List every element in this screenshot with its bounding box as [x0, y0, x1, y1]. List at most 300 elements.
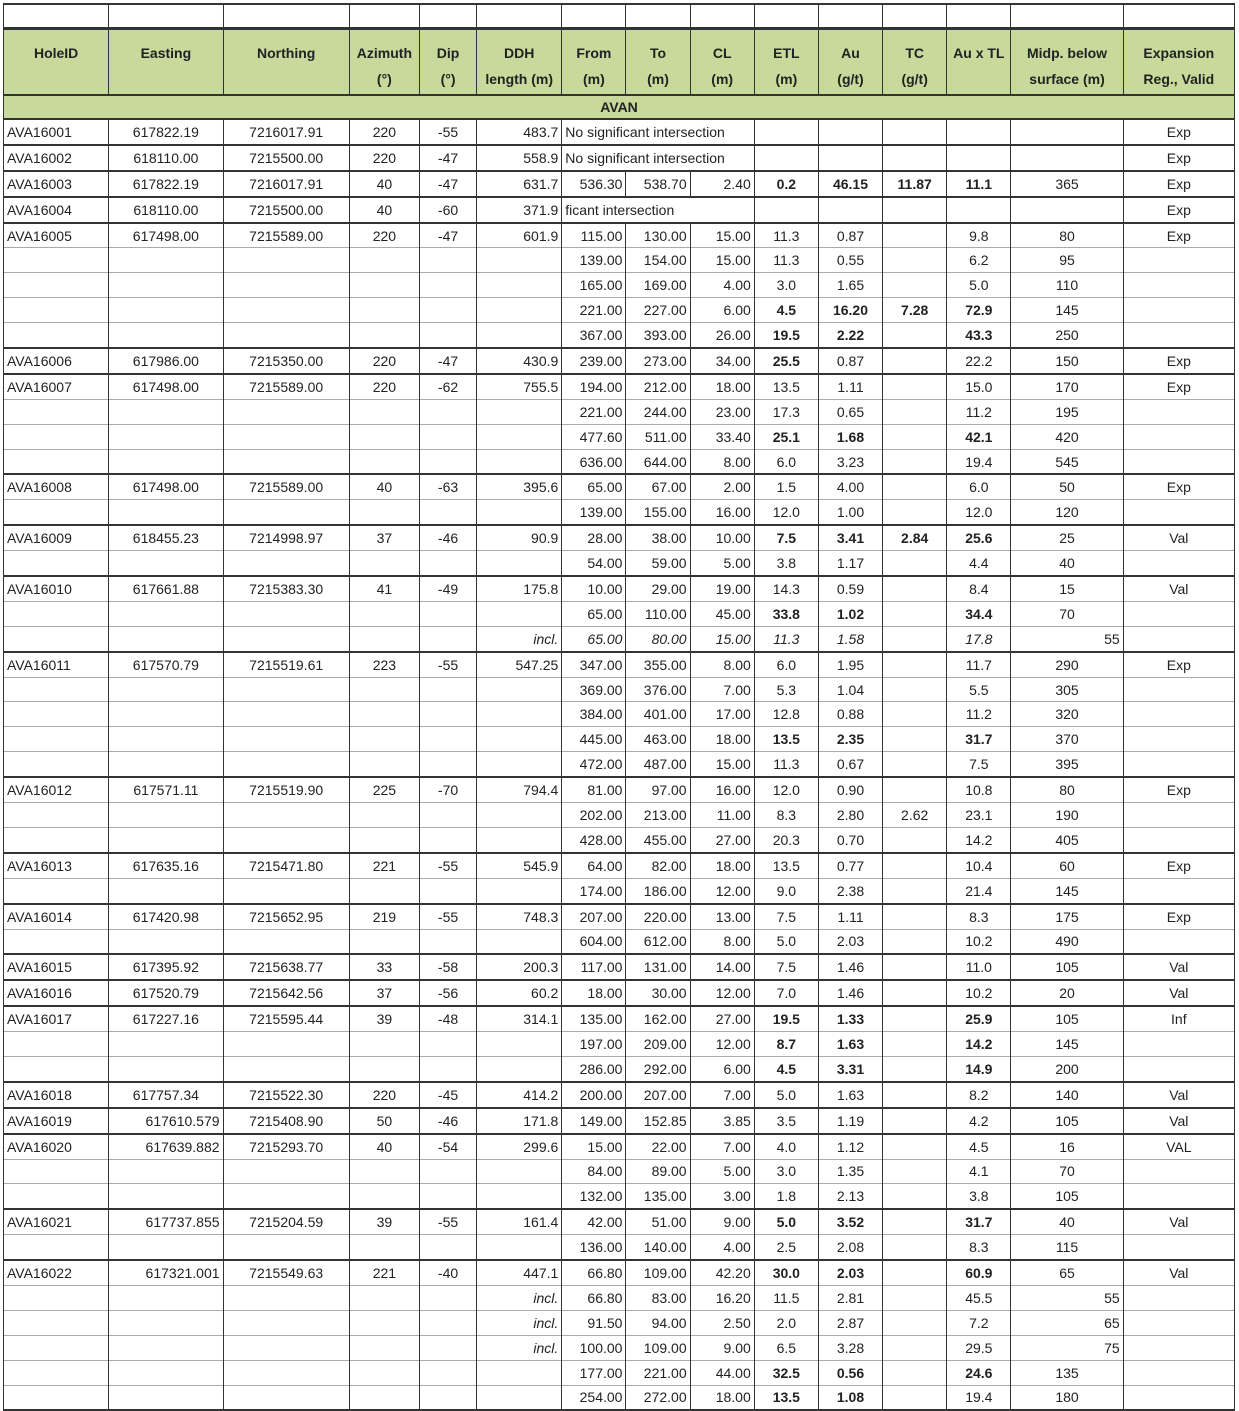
table-row: [4, 323, 1235, 348]
tc-cell: [883, 954, 947, 980]
azimuth-cell: [349, 1032, 419, 1057]
easting-cell: 617571.11: [109, 777, 223, 802]
au-cell: 2.80: [818, 803, 882, 828]
expansion-cell: Exp: [1123, 119, 1234, 145]
to-cell: 644.00: [626, 449, 690, 474]
expansion-cell: [1123, 424, 1234, 449]
northing-cell: 7215589.00: [223, 374, 349, 399]
length-cell: 371.9: [477, 197, 562, 223]
azimuth-cell: [349, 551, 419, 576]
etl-cell: 33.8: [754, 601, 818, 626]
expansion-cell: Val: [1123, 980, 1234, 1006]
tc-cell: [883, 323, 947, 348]
note-cell: No significant intersection: [562, 119, 754, 145]
length-cell: 755.5: [477, 374, 562, 399]
dip-cell: -47: [419, 348, 476, 374]
to-cell: 487.00: [626, 752, 690, 777]
northing-cell: [223, 1235, 349, 1260]
easting-cell: [109, 1032, 223, 1057]
table-row: [4, 1056, 1235, 1081]
northing-cell: [223, 273, 349, 298]
etl-cell: 7.0: [754, 980, 818, 1006]
to-cell: 401.00: [626, 702, 690, 727]
au-x-tl-cell: 15.0: [947, 374, 1011, 399]
column-header-unit: (m): [690, 62, 754, 95]
from-cell: 165.00: [562, 273, 626, 298]
from-cell: 202.00: [562, 803, 626, 828]
azimuth-cell: [349, 298, 419, 323]
hole-id-cell: [4, 1310, 109, 1335]
au-x-tl-cell: 8.2: [947, 1082, 1011, 1108]
length-cell: 545.9: [477, 853, 562, 878]
azimuth-cell: [349, 248, 419, 273]
to-cell: 272.00: [626, 1385, 690, 1410]
expansion-cell: Exp: [1123, 348, 1234, 374]
length-cell: 558.9: [477, 145, 562, 171]
au-cell: 1.02: [818, 601, 882, 626]
etl-cell: 30.0: [754, 1260, 818, 1285]
northing-cell: [223, 1032, 349, 1057]
dip-cell: [419, 323, 476, 348]
hole-id-cell: [4, 626, 109, 651]
to-cell: 213.00: [626, 803, 690, 828]
cl-cell: 15.00: [690, 626, 754, 651]
au-cell: 3.41: [818, 525, 882, 550]
etl-cell: 2.5: [754, 1235, 818, 1260]
au-x-tl-cell: 8.3: [947, 904, 1011, 929]
midpoint-cell: 70: [1011, 1159, 1123, 1184]
length-cell: 299.6: [477, 1134, 562, 1159]
to-cell: 59.00: [626, 551, 690, 576]
cl-cell: 16.20: [690, 1285, 754, 1310]
column-header: HoleID: [4, 29, 109, 63]
midpoint-cell: 110: [1011, 273, 1123, 298]
dip-cell: [419, 803, 476, 828]
northing-cell: [223, 449, 349, 474]
easting-cell: [109, 1056, 223, 1081]
table-row: [4, 827, 1235, 852]
incl-cell: [477, 323, 562, 348]
easting-cell: 617570.79: [109, 652, 223, 677]
to-cell: 140.00: [626, 1235, 690, 1260]
easting-cell: [109, 1310, 223, 1335]
midpoint-cell: 420: [1011, 424, 1123, 449]
table-cell: [754, 197, 818, 223]
note-cell: ficant intersection: [562, 197, 754, 223]
northing-cell: 7215549.63: [223, 1260, 349, 1285]
table-row: [4, 1385, 1235, 1410]
incl-cell: [477, 929, 562, 954]
tc-cell: [883, 878, 947, 903]
tc-cell: [883, 677, 947, 702]
from-cell: 66.80: [562, 1260, 626, 1285]
etl-cell: 11.3: [754, 752, 818, 777]
dip-cell: -55: [419, 119, 476, 145]
northing-cell: [223, 1360, 349, 1385]
dip-cell: -62: [419, 374, 476, 399]
au-x-tl-cell: 5.5: [947, 677, 1011, 702]
expansion-cell: Exp: [1123, 145, 1234, 171]
column-header: Dip: [419, 29, 476, 63]
etl-cell: 3.5: [754, 1108, 818, 1134]
hole-id-cell: [4, 424, 109, 449]
cl-cell: 14.00: [690, 954, 754, 980]
expansion-cell: [1123, 298, 1234, 323]
northing-cell: [223, 626, 349, 651]
column-header-unit: surface (m): [1011, 62, 1123, 95]
easting-cell: 617822.19: [109, 171, 223, 197]
au-cell: 1.00: [818, 500, 882, 525]
etl-cell: 5.0: [754, 1082, 818, 1108]
table-row: [4, 119, 1235, 145]
column-header: ETL: [754, 29, 818, 63]
northing-cell: 7215589.00: [223, 474, 349, 499]
cl-cell: 4.00: [690, 1235, 754, 1260]
dip-cell: -48: [419, 1006, 476, 1031]
northing-cell: 7215471.80: [223, 853, 349, 878]
easting-cell: [109, 424, 223, 449]
cl-cell: 27.00: [690, 827, 754, 852]
length-cell: 90.9: [477, 525, 562, 550]
cl-cell: 18.00: [690, 1385, 754, 1410]
length-cell: 175.8: [477, 576, 562, 601]
tc-cell: [883, 374, 947, 399]
note-cell: No significant intersection: [562, 145, 754, 171]
azimuth-cell: [349, 702, 419, 727]
au-x-tl-cell: 11.2: [947, 399, 1011, 424]
easting-cell: [109, 626, 223, 651]
etl-cell: 25.1: [754, 424, 818, 449]
hole-id-cell: [4, 677, 109, 702]
azimuth-cell: 221: [349, 853, 419, 878]
cl-cell: 8.00: [690, 652, 754, 677]
easting-cell: 617737.855: [109, 1209, 223, 1234]
cl-cell: 18.00: [690, 853, 754, 878]
from-cell: 536.30: [562, 171, 626, 197]
expansion-cell: [1123, 273, 1234, 298]
easting-cell: [109, 1385, 223, 1410]
hole-id-cell: AVA16020: [4, 1134, 109, 1159]
length-cell: 748.3: [477, 904, 562, 929]
easting-cell: [109, 1360, 223, 1385]
dip-cell: -47: [419, 145, 476, 171]
au-cell: 46.15: [818, 171, 882, 197]
incl-cell: [477, 298, 562, 323]
midpoint-cell: 75: [1011, 1335, 1123, 1360]
midpoint-cell: 50: [1011, 474, 1123, 499]
expansion-cell: Val: [1123, 525, 1234, 550]
table-row: [4, 702, 1235, 727]
northing-cell: [223, 929, 349, 954]
tc-cell: [883, 929, 947, 954]
au-x-tl-cell: 12.0: [947, 500, 1011, 525]
incl-cell: [477, 727, 562, 752]
expansion-cell: [1123, 702, 1234, 727]
azimuth-cell: [349, 1159, 419, 1184]
to-cell: 38.00: [626, 525, 690, 550]
hole-id-cell: [4, 601, 109, 626]
from-cell: 200.00: [562, 1082, 626, 1108]
etl-cell: 6.0: [754, 652, 818, 677]
hole-id-cell: AVA16006: [4, 348, 109, 374]
azimuth-cell: [349, 1385, 419, 1410]
to-cell: 89.00: [626, 1159, 690, 1184]
au-x-tl-cell: 10.4: [947, 853, 1011, 878]
midpoint-cell: 370: [1011, 727, 1123, 752]
table-row: [4, 727, 1235, 752]
hole-id-cell: AVA16004: [4, 197, 109, 223]
azimuth-cell: [349, 677, 419, 702]
au-x-tl-cell: 19.4: [947, 449, 1011, 474]
column-header: DDH: [477, 29, 562, 63]
incl-cell: [477, 399, 562, 424]
etl-cell: 17.3: [754, 399, 818, 424]
etl-cell: 0.2: [754, 171, 818, 197]
au-x-tl-cell: 10.8: [947, 777, 1011, 802]
midpoint-cell: 200: [1011, 1056, 1123, 1081]
tc-cell: [883, 223, 947, 248]
tc-cell: [883, 827, 947, 852]
midpoint-cell: 180: [1011, 1385, 1123, 1410]
from-cell: 197.00: [562, 1032, 626, 1057]
midpoint-cell: 140: [1011, 1082, 1123, 1108]
northing-cell: 7215204.59: [223, 1209, 349, 1234]
cl-cell: 3.85: [690, 1108, 754, 1134]
easting-cell: [109, 1184, 223, 1209]
northing-cell: [223, 752, 349, 777]
etl-cell: 6.0: [754, 449, 818, 474]
incl-cell: [477, 677, 562, 702]
au-cell: 4.00: [818, 474, 882, 499]
etl-cell: 13.5: [754, 853, 818, 878]
northing-cell: [223, 803, 349, 828]
incl-cell: [477, 248, 562, 273]
dip-cell: [419, 424, 476, 449]
hole-id-cell: [4, 399, 109, 424]
cl-cell: 27.00: [690, 1006, 754, 1031]
au-x-tl-cell: 7.2: [947, 1310, 1011, 1335]
table-cell: [947, 145, 1011, 171]
table-row: [4, 878, 1235, 903]
incl-cell: incl.: [477, 1310, 562, 1335]
incl-cell: [477, 878, 562, 903]
etl-cell: 2.0: [754, 1310, 818, 1335]
au-cell: 1.17: [818, 551, 882, 576]
length-cell: 161.4: [477, 1209, 562, 1234]
au-cell: 2.22: [818, 323, 882, 348]
hole-id-cell: AVA16005: [4, 223, 109, 248]
au-x-tl-cell: 14.2: [947, 1032, 1011, 1057]
dip-cell: [419, 878, 476, 903]
incl-cell: [477, 1360, 562, 1385]
table-row: [4, 525, 1235, 550]
azimuth-cell: 40: [349, 197, 419, 223]
easting-cell: 617498.00: [109, 374, 223, 399]
tc-cell: [883, 752, 947, 777]
incl-cell: incl.: [477, 1285, 562, 1310]
au-x-tl-cell: 42.1: [947, 424, 1011, 449]
dip-cell: [419, 298, 476, 323]
etl-cell: 4.0: [754, 1134, 818, 1159]
length-cell: 631.7: [477, 171, 562, 197]
midpoint-cell: 65: [1011, 1310, 1123, 1335]
au-x-tl-cell: 34.4: [947, 601, 1011, 626]
northing-cell: 7215519.61: [223, 652, 349, 677]
incl-cell: [477, 827, 562, 852]
tc-cell: [883, 1310, 947, 1335]
azimuth-cell: [349, 1335, 419, 1360]
table-row: [4, 171, 1235, 197]
midpoint-cell: 305: [1011, 677, 1123, 702]
easting-cell: [109, 500, 223, 525]
au-cell: 1.11: [818, 904, 882, 929]
hole-id-cell: AVA16002: [4, 145, 109, 171]
au-cell: 1.65: [818, 273, 882, 298]
au-x-tl-cell: 22.2: [947, 348, 1011, 374]
azimuth-cell: [349, 626, 419, 651]
midpoint-cell: 115: [1011, 1235, 1123, 1260]
tc-cell: [883, 248, 947, 273]
etl-cell: 8.7: [754, 1032, 818, 1057]
from-cell: 347.00: [562, 652, 626, 677]
to-cell: 110.00: [626, 601, 690, 626]
dip-cell: -46: [419, 525, 476, 550]
midpoint-cell: 40: [1011, 551, 1123, 576]
table-cell: [883, 119, 947, 145]
dip-cell: -47: [419, 223, 476, 248]
au-x-tl-cell: 4.4: [947, 551, 1011, 576]
tc-cell: [883, 1260, 947, 1285]
column-header: To: [626, 29, 690, 63]
from-cell: 369.00: [562, 677, 626, 702]
expansion-cell: Val: [1123, 576, 1234, 601]
cl-cell: 44.00: [690, 1360, 754, 1385]
from-cell: 91.50: [562, 1310, 626, 1335]
au-x-tl-cell: 14.9: [947, 1056, 1011, 1081]
midpoint-cell: 70: [1011, 601, 1123, 626]
northing-cell: [223, 702, 349, 727]
au-cell: 1.63: [818, 1032, 882, 1057]
to-cell: 393.00: [626, 323, 690, 348]
easting-cell: 617639.882: [109, 1134, 223, 1159]
midpoint-cell: 135: [1011, 1360, 1123, 1385]
cl-cell: 9.00: [690, 1209, 754, 1234]
tc-cell: [883, 626, 947, 651]
tc-cell: [883, 1108, 947, 1134]
azimuth-cell: 33: [349, 954, 419, 980]
expansion-cell: Exp: [1123, 171, 1234, 197]
from-cell: 28.00: [562, 525, 626, 550]
cl-cell: 3.00: [690, 1184, 754, 1209]
table-row: [4, 197, 1235, 223]
length-cell: 171.8: [477, 1108, 562, 1134]
azimuth-cell: [349, 399, 419, 424]
table-row: [4, 803, 1235, 828]
au-x-tl-cell: 8.3: [947, 1235, 1011, 1260]
from-cell: 117.00: [562, 954, 626, 980]
etl-cell: 3.0: [754, 1159, 818, 1184]
expansion-cell: [1123, 1360, 1234, 1385]
au-cell: 1.08: [818, 1385, 882, 1410]
tc-cell: [883, 777, 947, 802]
expansion-cell: Exp: [1123, 197, 1234, 223]
dip-cell: [419, 1032, 476, 1057]
hole-id-cell: AVA16012: [4, 777, 109, 802]
hole-id-cell: AVA16022: [4, 1260, 109, 1285]
dip-cell: [419, 500, 476, 525]
etl-cell: 11.3: [754, 223, 818, 248]
table-row: [4, 1108, 1235, 1134]
hole-id-cell: AVA16013: [4, 853, 109, 878]
etl-cell: 7.5: [754, 525, 818, 550]
hole-id-cell: AVA16007: [4, 374, 109, 399]
etl-cell: 3.8: [754, 551, 818, 576]
header-row-2: [4, 62, 1235, 95]
au-cell: 0.67: [818, 752, 882, 777]
au-cell: 3.52: [818, 1209, 882, 1234]
from-cell: 66.80: [562, 1285, 626, 1310]
from-cell: 174.00: [562, 878, 626, 903]
midpoint-cell: 195: [1011, 399, 1123, 424]
to-cell: 94.00: [626, 1310, 690, 1335]
midpoint-cell: 105: [1011, 954, 1123, 980]
table-row: [4, 904, 1235, 929]
au-x-tl-cell: 3.8: [947, 1184, 1011, 1209]
easting-cell: 617610.579: [109, 1108, 223, 1134]
midpoint-cell: 545: [1011, 449, 1123, 474]
tc-cell: [883, 551, 947, 576]
azimuth-cell: 40: [349, 1134, 419, 1159]
cl-cell: 16.00: [690, 777, 754, 802]
hole-id-cell: [4, 827, 109, 852]
hole-id-cell: [4, 1285, 109, 1310]
column-header: Azimuth: [349, 29, 419, 63]
au-x-tl-cell: 21.4: [947, 878, 1011, 903]
hole-id-cell: [4, 878, 109, 903]
au-cell: 1.11: [818, 374, 882, 399]
blank-top-row: [4, 4, 1235, 29]
dip-cell: -60: [419, 197, 476, 223]
easting-cell: 617498.00: [109, 223, 223, 248]
tc-cell: 11.87: [883, 171, 947, 197]
cl-cell: 12.00: [690, 1032, 754, 1057]
azimuth-cell: [349, 727, 419, 752]
etl-cell: 8.3: [754, 803, 818, 828]
midpoint-cell: 16: [1011, 1134, 1123, 1159]
expansion-cell: [1123, 929, 1234, 954]
tc-cell: [883, 1209, 947, 1234]
hole-id-cell: AVA16014: [4, 904, 109, 929]
from-cell: 135.00: [562, 1006, 626, 1031]
au-x-tl-cell: 11.2: [947, 702, 1011, 727]
au-cell: 1.19: [818, 1108, 882, 1134]
table-row: [4, 652, 1235, 677]
from-cell: 132.00: [562, 1184, 626, 1209]
dip-cell: -56: [419, 980, 476, 1006]
au-cell: 0.70: [818, 827, 882, 852]
easting-cell: [109, 248, 223, 273]
midpoint-cell: 65: [1011, 1260, 1123, 1285]
northing-cell: [223, 424, 349, 449]
column-header-unit: Reg., Valid: [1123, 62, 1234, 95]
easting-cell: 617227.16: [109, 1006, 223, 1031]
dip-cell: -46: [419, 1108, 476, 1134]
au-cell: 2.81: [818, 1285, 882, 1310]
midpoint-cell: 170: [1011, 374, 1123, 399]
azimuth-cell: [349, 601, 419, 626]
from-cell: 477.60: [562, 424, 626, 449]
cl-cell: 7.00: [690, 1082, 754, 1108]
